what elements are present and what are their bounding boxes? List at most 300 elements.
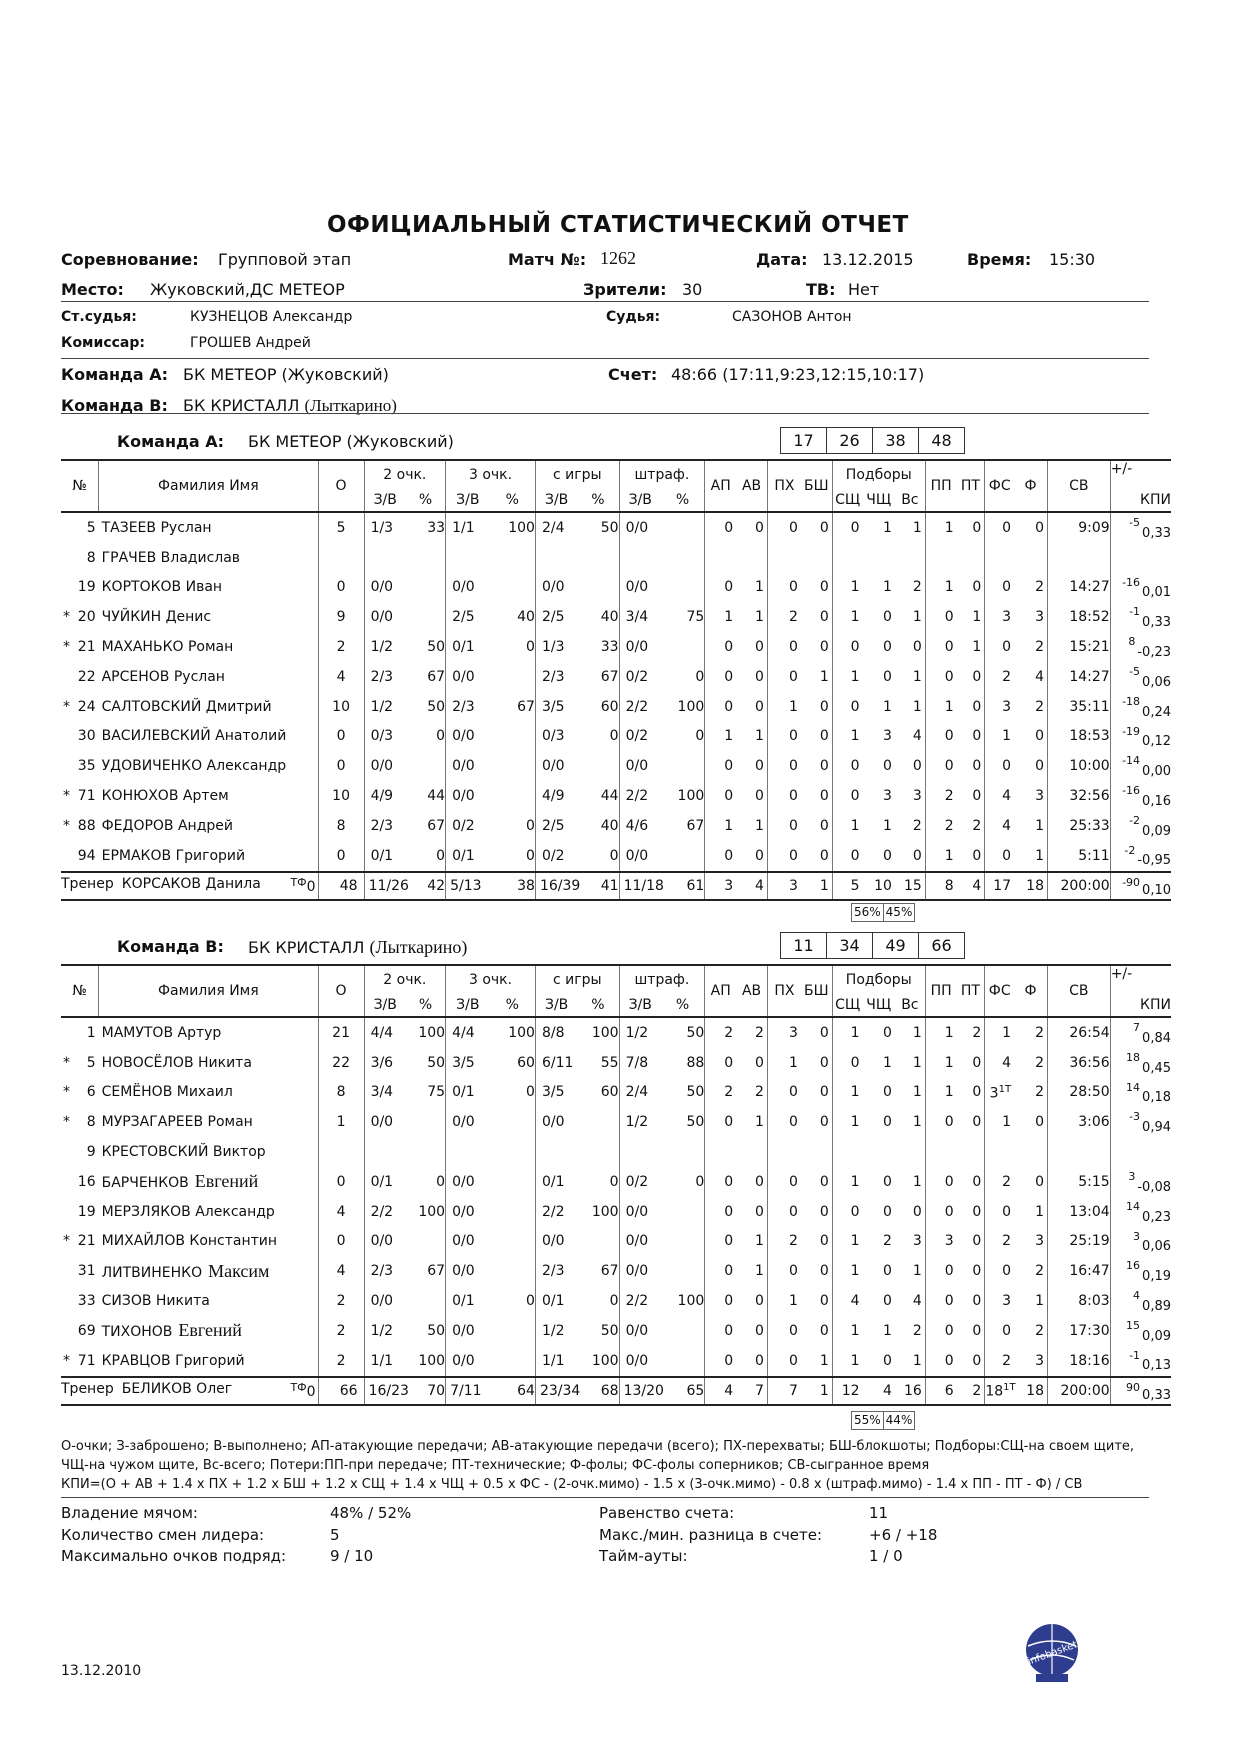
kpi-value: 0,06 <box>1142 674 1171 690</box>
stat-pft <box>661 1197 705 1227</box>
stat-pfg <box>577 1107 619 1137</box>
stat-f: 2 <box>1035 1054 1044 1071</box>
stat-p3 <box>489 1227 535 1257</box>
col-f: Ф <box>1024 478 1037 494</box>
stat-ph: 2 <box>767 602 800 632</box>
stat-rd: 1 <box>832 1017 862 1048</box>
stat-p3: 0 <box>526 639 535 656</box>
stat-f: 2 <box>1035 1084 1044 1101</box>
score-label: Счет: <box>608 365 658 384</box>
stat-av: 0 <box>755 1173 764 1190</box>
stat-ro: 1 <box>883 579 892 596</box>
col-percent: % <box>591 491 605 508</box>
player-number <box>61 1256 99 1286</box>
stat-sv: 3:06 <box>1048 1107 1111 1137</box>
stat-pfg <box>577 1227 619 1257</box>
stat-rd: 0 <box>832 1048 862 1078</box>
plus-minus-kpi <box>1110 1107 1171 1137</box>
team_a-quarter-score: 48 <box>931 431 952 450</box>
stat-rd: 1 <box>832 1167 862 1197</box>
stat-rt: 0 <box>912 847 922 864</box>
player-row <box>61 1346 1171 1377</box>
stat-p2: 67 <box>427 1263 446 1280</box>
total-pfg: 68 <box>577 1377 619 1405</box>
total-m2: 16/23 <box>364 1377 406 1405</box>
player-name-handwritten: Максим <box>208 1260 270 1281</box>
stat-pp: 2 <box>925 781 956 811</box>
plus-minus-kpi <box>1110 751 1171 781</box>
stat-ph: 0 <box>767 811 800 841</box>
team-a-heading-name: БК МЕТЕОР (Жуковский) <box>248 432 454 451</box>
stat-rt: 1 <box>912 1263 922 1280</box>
stat-f: 2 <box>1035 698 1044 715</box>
player-number-value: 71 <box>77 1352 96 1369</box>
stat-ro: 0 <box>883 1114 892 1131</box>
stat-fg: 3/5 <box>535 692 577 722</box>
stat-rt: 2 <box>912 817 922 834</box>
stat-ro: 0 <box>883 1084 892 1101</box>
stat-ro: 0 <box>883 1024 892 1041</box>
kpi-value: 0,00 <box>1142 764 1171 780</box>
stat-m3: 0/0 <box>446 781 490 811</box>
stat-pft: 0 <box>695 728 705 745</box>
stat-sv: 26:54 <box>1048 1017 1111 1048</box>
stat-fg: 2/4 <box>535 512 577 543</box>
player-name <box>99 1197 318 1227</box>
stat-fs <box>985 1137 1014 1167</box>
player-name-text: МУРЗАГАРЕЕВ Роман <box>101 1114 253 1131</box>
stat-p2: 100 <box>418 1024 446 1041</box>
stat-pts: 0 <box>318 573 364 603</box>
stat-ap: 0 <box>705 1227 736 1257</box>
stat-m3: 0/0 <box>446 1197 490 1227</box>
stat-ro: 0 <box>883 609 892 626</box>
total-pfg: 41 <box>577 872 619 900</box>
player-number <box>61 1286 99 1316</box>
player-number-value: 35 <box>77 758 96 775</box>
stat-fg: 1/2 <box>535 1316 577 1346</box>
total-fs: 17 <box>985 872 1014 900</box>
total-fg: 16/39 <box>535 872 577 900</box>
stat-p2 <box>406 1137 446 1167</box>
col-reb-def: СЩ <box>832 993 862 1017</box>
stat-ph: 0 <box>767 841 800 872</box>
stat-ph: 0 <box>767 722 800 752</box>
stat-pt: 0 <box>972 728 982 745</box>
rebound-percent-value: 55% <box>852 1412 884 1429</box>
player-number <box>61 1078 99 1108</box>
stat-m3: 0/0 <box>446 573 490 603</box>
stat-ro: 2 <box>883 1233 892 1250</box>
player-name <box>99 512 318 543</box>
player-name <box>99 543 318 573</box>
player-name-text: ТИХОНОВ <box>101 1324 173 1341</box>
tf-label-text: ТФ <box>290 875 307 889</box>
col-made-attempted: З/В <box>619 488 661 512</box>
chief-referee-value: КУЗНЕЦОВ Александр <box>190 309 353 325</box>
stat-ft: 0/0 <box>619 1316 661 1346</box>
player-number-value: 5 <box>86 519 96 536</box>
stat-f: 2 <box>1035 1322 1044 1339</box>
stat-bsh: 1 <box>819 668 829 685</box>
player-name <box>99 1256 318 1286</box>
player-number-value: 94 <box>77 847 96 864</box>
stat-fg: 0/0 <box>535 1227 577 1257</box>
stat-rd: 1 <box>832 1227 862 1257</box>
kpi-value: 0,45 <box>1142 1060 1171 1076</box>
stat-rt: 1 <box>912 668 922 685</box>
stat-p2: 33 <box>427 519 446 536</box>
stat-bsh: 0 <box>819 1084 829 1101</box>
stat-pft: 50 <box>686 1084 705 1101</box>
stat-ft: 0/2 <box>619 722 661 752</box>
stat-pft: 67 <box>686 817 705 834</box>
team-b-heading-label: Команда В: <box>117 937 224 956</box>
stat-av: 0 <box>755 1322 764 1339</box>
total-pts: 48 <box>318 872 364 900</box>
player-row <box>61 662 1171 692</box>
stat-sv: 17:30 <box>1048 1316 1111 1346</box>
legend-line: О-очки; З-заброшено; В-выполнено; АП-атакующие передачи; АВ-атакующие передачи (всего); ПХ-перехваты; БШ-блокшоты; Подборы:СЩ-на своем щите, <box>61 1439 1135 1454</box>
plus-minus-kpi <box>1110 1078 1171 1108</box>
player-number-value: 21 <box>77 1233 96 1250</box>
col-made-attempted: З/В <box>364 488 406 512</box>
stat-m2: 0/0 <box>364 573 406 603</box>
stat-p3 <box>489 662 535 692</box>
stat-rd: 0 <box>832 751 862 781</box>
stat-sv: 18:16 <box>1048 1346 1111 1377</box>
plus-minus-value: -2 <box>1129 814 1141 828</box>
stat-m2: 0/0 <box>364 1286 406 1316</box>
plus-minus-value: 16 <box>1126 1259 1141 1273</box>
plus-minus-value: 7 <box>1133 1021 1141 1035</box>
player-number <box>61 1227 99 1257</box>
stat-pt: 1 <box>972 609 982 626</box>
stat-rd: 1 <box>832 1078 862 1108</box>
stat-m2: 1/3 <box>364 512 406 543</box>
stat-m2: 3/6 <box>364 1048 406 1078</box>
col-plus-minus: +/- <box>1110 965 1171 993</box>
stat-p3: 0 <box>526 817 535 834</box>
team-total-row <box>61 872 1171 900</box>
stat-pts: 21 <box>318 1017 364 1048</box>
total-p3: 38 <box>489 872 535 900</box>
stat-av <box>736 1137 767 1167</box>
stat-pt: 0 <box>972 788 982 805</box>
col-fs: ФС <box>985 460 1014 512</box>
plus-minus-value: 18 <box>1126 1050 1141 1064</box>
player-row <box>61 632 1171 662</box>
total-pft: 65 <box>661 1377 705 1405</box>
total-fs <box>985 1377 1014 1405</box>
divider <box>61 301 1149 302</box>
stat-fg: 2/5 <box>535 811 577 841</box>
col-ph: ПХ <box>767 460 800 512</box>
stat-ro: 0 <box>883 758 892 775</box>
stat-ap: 0 <box>705 512 736 543</box>
stat-pp: 1 <box>925 1048 956 1078</box>
player-name-text: МАХАНЬКО Роман <box>101 639 234 656</box>
stat-m3: 0/0 <box>446 662 490 692</box>
stat-m2: 4/9 <box>364 781 406 811</box>
stat-pt: 0 <box>972 1114 982 1131</box>
stat-ph: 0 <box>767 512 800 543</box>
col-two-pt: 2 очк. <box>364 460 446 488</box>
stat-p3 <box>489 1167 535 1197</box>
player-name-text: ГРАЧЕВ Владислав <box>101 549 241 566</box>
stat-ft: 4/6 <box>619 811 661 841</box>
stat-fg: 2/3 <box>535 1256 577 1286</box>
stat-fg: 0/0 <box>535 751 577 781</box>
stat-pt: 0 <box>972 1054 982 1071</box>
stat-pt: 0 <box>972 1203 982 1220</box>
stat-pft <box>661 1346 705 1377</box>
stat-fs: 0 <box>985 841 1014 872</box>
stat-ph: 0 <box>767 632 800 662</box>
stat-ap: 1 <box>705 811 736 841</box>
stat-fg: 0/0 <box>535 1107 577 1137</box>
stat-ro <box>863 1137 895 1167</box>
stat-pfg <box>577 1137 619 1167</box>
stat-rd: 1 <box>832 602 862 632</box>
stat-bsh: 0 <box>819 788 829 805</box>
stat-p3 <box>489 1256 535 1286</box>
stat-fs: 2 <box>985 662 1014 692</box>
stat-m3: 0/1 <box>446 1078 490 1108</box>
stat-pp: 1 <box>925 1078 956 1108</box>
col-fs: ФС <box>985 965 1014 1017</box>
stat-rt: 1 <box>912 1114 922 1131</box>
col-percent: % <box>505 996 519 1013</box>
stat-av: 0 <box>755 758 764 775</box>
stat-sv: 5:15 <box>1048 1167 1111 1197</box>
stat-fs: 4 <box>985 781 1014 811</box>
stat-p2 <box>406 573 446 603</box>
stat-bsh: 0 <box>819 758 829 775</box>
player-number-value: 19 <box>77 579 96 596</box>
rebound-percent-value: 44% <box>885 1413 913 1427</box>
stat-bsh: 0 <box>819 728 829 745</box>
team-a-rebound-percent <box>851 903 915 922</box>
plus-minus-kpi <box>1110 722 1171 752</box>
infobasket-logo <box>1022 1616 1082 1690</box>
player-number-value: 5 <box>86 1054 96 1071</box>
stat-pp: 0 <box>925 1316 956 1346</box>
player-number-value: 20 <box>77 609 96 626</box>
stat-ph: 0 <box>767 1256 800 1286</box>
date-value: 13.12.2015 <box>822 250 914 269</box>
col-reb-def: СЩ <box>832 488 862 512</box>
total-rd: 5 <box>832 872 862 900</box>
player-name <box>99 751 318 781</box>
kpi-value: 0,94 <box>1142 1120 1171 1136</box>
stat-ap: 0 <box>705 1197 736 1227</box>
kpi-value: 0,09 <box>1142 1328 1171 1344</box>
kpi-value: 0,33 <box>1142 525 1171 541</box>
stat-sv: 5:11 <box>1048 841 1111 872</box>
rebound-percent-value: 56% <box>852 904 884 921</box>
stat-bsh: 0 <box>819 1203 829 1220</box>
col-points: О <box>318 460 364 512</box>
stat-rd <box>832 1137 862 1167</box>
stat-pt: 0 <box>972 847 982 864</box>
stat-rt: 1 <box>912 698 922 715</box>
total-p2: 42 <box>406 872 446 900</box>
stat-p2 <box>406 1107 446 1137</box>
stat-pt: 0 <box>972 1173 982 1190</box>
player-number <box>61 1167 99 1197</box>
plus-minus-kpi <box>1110 1197 1171 1227</box>
stat-p2: 50 <box>427 1322 446 1339</box>
stat-m2 <box>364 543 406 573</box>
stat-m3: 0/0 <box>446 1256 490 1286</box>
stat-av <box>736 543 767 573</box>
stat-ro: 1 <box>883 519 892 536</box>
plus-minus-value: -18 <box>1122 694 1141 708</box>
stat-value: 3 <box>989 1085 999 1102</box>
stat-pts: 2 <box>318 632 364 662</box>
stat-av: 1 <box>755 1233 764 1250</box>
col-bsh: БШ <box>804 478 829 494</box>
stat-fg: 0/0 <box>535 573 577 603</box>
player-row <box>61 811 1171 841</box>
stat-fs: 3 <box>985 1286 1014 1316</box>
player-number <box>61 841 99 872</box>
stat-m2: 0/0 <box>364 1107 406 1137</box>
player-row <box>61 1078 1171 1108</box>
kpi-value: 0,09 <box>1142 823 1171 839</box>
plus-minus-kpi <box>1110 573 1171 603</box>
stat-ft: 1/2 <box>619 1107 661 1137</box>
stat-m3: 1/1 <box>446 512 490 543</box>
stat-pp: 3 <box>925 1227 956 1257</box>
starter-mark: * <box>63 1054 70 1071</box>
spectators-value: 30 <box>682 280 703 299</box>
stat-rd: 1 <box>832 1346 862 1377</box>
stat-bsh: 0 <box>819 639 829 656</box>
coach-label: Тренер <box>61 1380 114 1397</box>
player-number <box>61 632 99 662</box>
player-name <box>99 1048 318 1078</box>
stat-fg: 2/5 <box>535 602 577 632</box>
place-label: Место: <box>61 280 124 299</box>
legend <box>61 1437 1134 1494</box>
player-row <box>61 573 1171 603</box>
stat-pts: 22 <box>318 1048 364 1078</box>
stat-ft <box>619 543 661 573</box>
plus-minus-kpi <box>1110 1256 1171 1286</box>
stat-pfg: 100 <box>591 1024 619 1041</box>
stat-rt: 3 <box>912 788 922 805</box>
stat-ft: 3/4 <box>619 602 661 632</box>
stat-f: 3 <box>1035 1352 1044 1369</box>
stat-av: 2 <box>755 1084 764 1101</box>
stat-bsh: 0 <box>819 1293 829 1310</box>
stat-pp <box>925 1137 956 1167</box>
stat-f: 3 <box>1035 1233 1044 1250</box>
stat-f: 4 <box>1035 668 1044 685</box>
stat-m2: 4/4 <box>364 1017 406 1048</box>
player-number <box>61 662 99 692</box>
stat-pfg: 0 <box>609 1173 619 1190</box>
total-av: 4 <box>736 872 767 900</box>
stat-rd: 4 <box>832 1286 862 1316</box>
team-total-row <box>61 1377 1171 1405</box>
player-number-value: 19 <box>77 1203 96 1220</box>
stat-fg: 0/2 <box>535 841 577 872</box>
stat-p2: 100 <box>418 1352 446 1369</box>
kpi-value: 0,84 <box>1142 1030 1171 1046</box>
plus-minus-kpi <box>1110 1137 1171 1167</box>
stat-fg: 4/9 <box>535 781 577 811</box>
total-f: 18 <box>1014 872 1047 900</box>
stat-rd: 0 <box>832 512 862 543</box>
match-label: Матч №: <box>508 250 587 269</box>
stat-pt: 0 <box>972 1322 982 1339</box>
stat-p2: 75 <box>427 1084 446 1101</box>
score-diff-value: +6 / +18 <box>869 1526 938 1544</box>
stat-ro: 1 <box>883 1054 892 1071</box>
stat-pfg: 44 <box>600 788 619 805</box>
player-number-value: 16 <box>77 1173 96 1190</box>
player-name <box>99 1107 318 1137</box>
player-name-text: КОРТОКОВ Иван <box>101 579 223 596</box>
stat-pfg: 0 <box>609 847 619 864</box>
team_b-quarter-score: 34 <box>827 933 873 958</box>
stat-value: 18 <box>985 1383 1004 1400</box>
possession-label: Владение мячом: <box>61 1504 198 1522</box>
plus-minus-value: 90 <box>1126 1380 1141 1394</box>
possession-value: 48% / 52% <box>330 1504 412 1522</box>
stat-bsh: 0 <box>819 519 829 536</box>
tv-value: Нет <box>848 280 880 299</box>
col-percent: % <box>591 996 605 1013</box>
stat-rt: 1 <box>912 1173 922 1190</box>
kpi-value: -0,95 <box>1137 853 1171 869</box>
player-name-text: МЕРЗЛЯКОВ Александр <box>101 1203 275 1220</box>
stat-p2 <box>406 1227 446 1257</box>
stat-sv: 14:27 <box>1048 662 1111 692</box>
coach-label: Тренер <box>61 875 114 892</box>
stat-m3: 0/1 <box>446 632 490 662</box>
stat-ap: 0 <box>705 573 736 603</box>
coach-cell <box>61 872 318 900</box>
total-m2: 11/26 <box>364 872 406 900</box>
stat-ro: 1 <box>883 698 892 715</box>
report-title: ОФИЦИАЛЬНЫЙ СТАТИСТИЧЕСКИЙ ОТЧЕТ <box>327 212 909 238</box>
stat-p3 <box>489 573 535 603</box>
legend-line: ЧЩ-на чужом щите, Вс-всего; Потери:ПП-при передаче; ПТ-технические; Ф-фолы; ФС-фолы соперников; СВ-сыгранное время <box>61 1458 930 1473</box>
stat-ap: 0 <box>705 692 736 722</box>
col-made-attempted: З/В <box>446 488 490 512</box>
team-a-label: Команда А: <box>61 365 169 384</box>
stat-sv: 16:47 <box>1048 1256 1111 1286</box>
stat-rd: 1 <box>832 1256 862 1286</box>
player-number-value: 1 <box>86 1024 96 1041</box>
stat-fg: 3/5 <box>535 1078 577 1108</box>
player-name-handwritten: Евгений <box>178 1320 242 1341</box>
stat-ap: 0 <box>705 1316 736 1346</box>
stat-rd <box>832 543 862 573</box>
stat-ft: 0/2 <box>619 662 661 692</box>
stat-p3 <box>489 751 535 781</box>
player-number <box>61 1017 99 1048</box>
stat-ph: 0 <box>767 781 800 811</box>
stat-fg: 6/11 <box>535 1048 577 1078</box>
stat-pfg: 50 <box>600 519 619 536</box>
player-name-text: КОНЮХОВ Артем <box>101 788 229 805</box>
time-label: Время: <box>967 250 1032 269</box>
